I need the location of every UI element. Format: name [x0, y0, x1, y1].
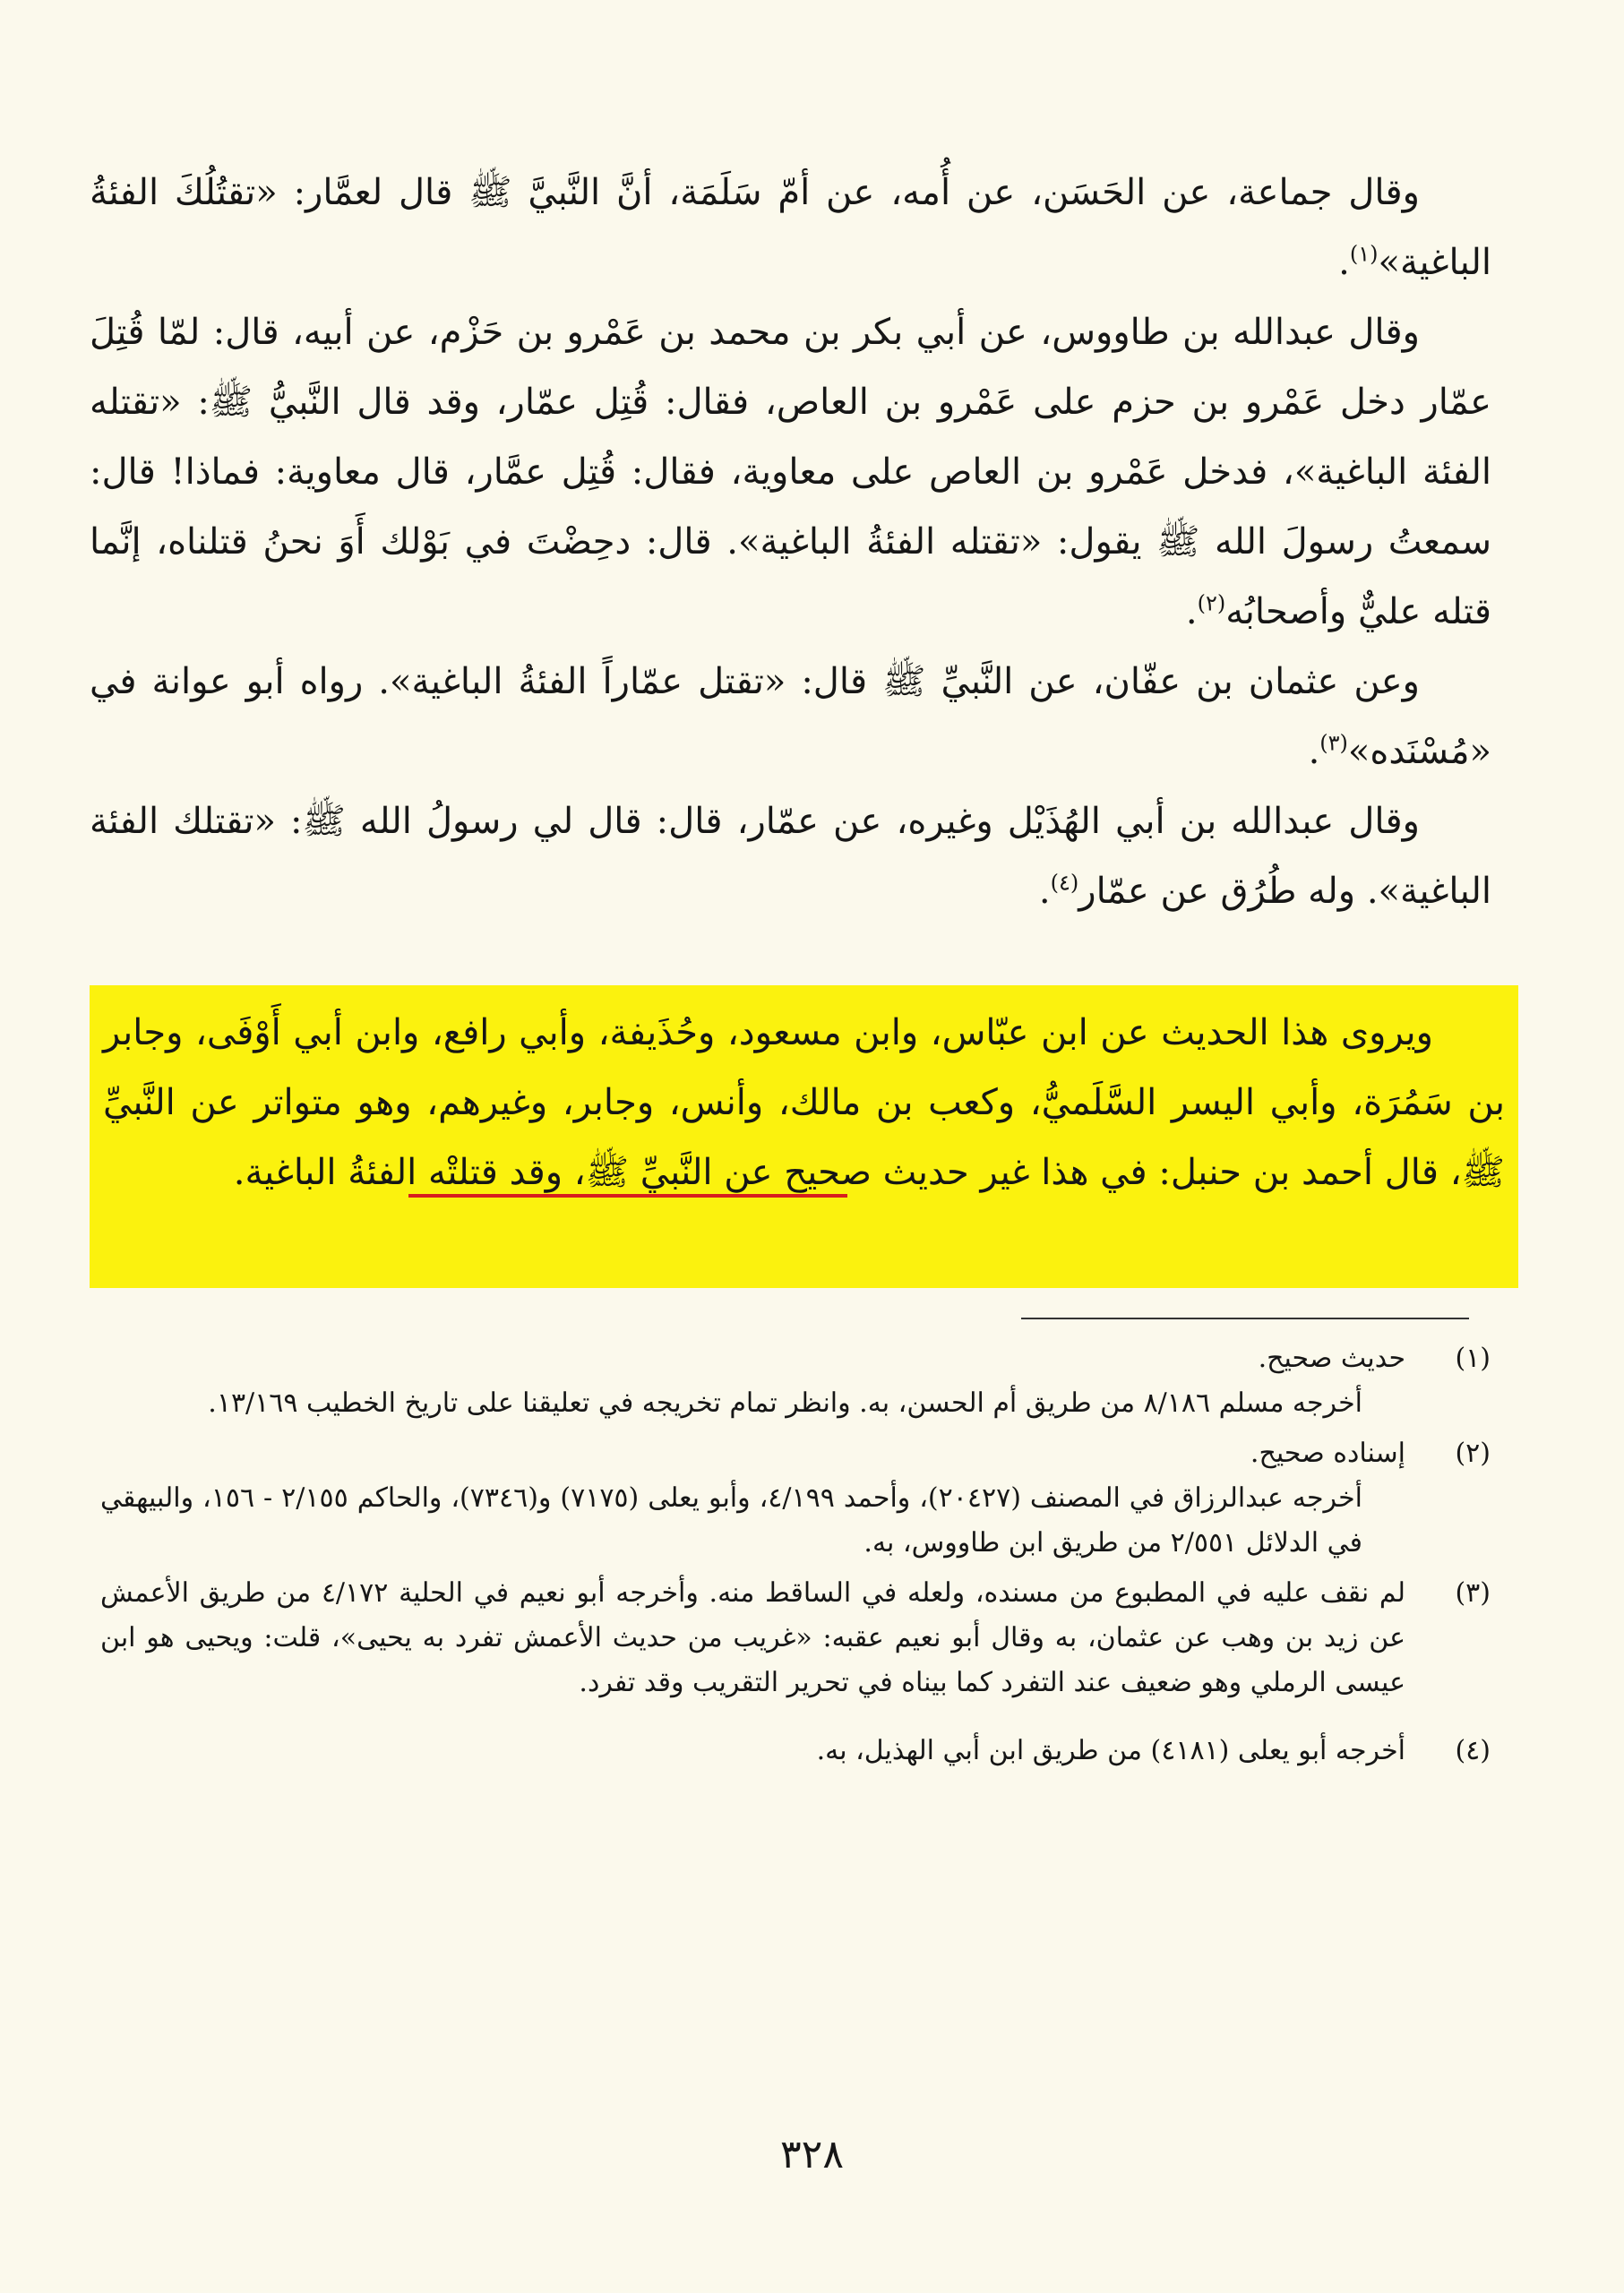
footnote-number: (٤) [1455, 1735, 1491, 1766]
footnote-ref-1[interactable]: (١) [1349, 241, 1379, 267]
footnote-number: (١) [1455, 1343, 1491, 1374]
footnote-2 [100, 1431, 1491, 1566]
red-underline-mark [408, 1194, 847, 1198]
footnote-4 [100, 1729, 1491, 1773]
footnote-ref-3[interactable]: (٣) [1319, 730, 1348, 756]
main-text [90, 158, 1491, 926]
page-number: ٣٢٨ [780, 2132, 844, 2177]
highlighted-paragraph [90, 985, 1518, 1288]
footnote-line: أخرجه مسلم ٨/١٨٦ من طريق أم الحسن، به. وانظر تمام تخريجه في تعليقنا على تاريخ الخطيب ١٣/١٦٩. [208, 1387, 1362, 1419]
footnote-number: (٣) [1455, 1577, 1491, 1609]
footnote-3 [100, 1571, 1491, 1705]
footnote-line: أخرجه عبدالرزاق في المصنف (٢٠٤٢٧)، وأحمد ٤/١٩٩، وأبو يعلى (٧١٧٥) و(٧٣٤٦)، والحاكم ٢/١٥٥ - ١٥٦، والبيهقي في الدلائل ٢/٥٥١ من طريق ابن طاووس، به. [100, 1482, 1362, 1559]
footnote-line: أخرجه أبو يعلى (٤١٨١) من طريق ابن أبي الهذيل، به. [816, 1735, 1405, 1766]
footnote-ref-4[interactable]: (٤) [1050, 870, 1079, 896]
footnote-line: حديث صحيح. [1258, 1343, 1405, 1374]
paragraph-4: وقال عبدالله بن أبي الهُذَيْل وغيره، عن عمّار، قال: قال لي رسولُ الله ﷺ: «تقتلك الفئة الباغية». وله طُرُق عن عمّار$^{(٤)}$. [90, 801, 1491, 912]
paragraph-1: وقال جماعة، عن الحَسَن، عن أُمه، عن أمّ سَلَمَة، أنَّ النَّبيَّ ﷺ قال لعمَّار: «تقتُلُكَ الفئةُ الباغية»$^{(١)}$. [90, 172, 1491, 283]
highlight-text: ويروى هذا الحديث عن ابن عبّاس، وابن مسعود، وحُذَيفة، وأبي رافع، وابن أبي أَوْفَى، وجابر بن سَمُرَة، وأبي اليسر السَّلَميُّ، وكعب بن مالك، وأنس، وجابر، وغيرهم، وهو متواتر عن النَّبيِّ ﷺ، قال أحمد بن حنبل: في هذا غير حديث صحيح عن النَّبيِّ ﷺ، وقد قتلتْه الفئةُ الباغية. [103, 1012, 1505, 1193]
footnote-ref-2[interactable]: (٢) [1197, 590, 1226, 616]
footnotes [100, 1336, 1491, 1779]
footnote-line: لم نقف عليه في المطبوع من مسنده، ولعله في الساقط منه. وأخرجه أبو نعيم في الحلية ٤/١٧٢ من طريق الأعمش عن زيد بن وهب عن عثمان، به وقال أبو نعيم عقبه: «غريب من حديث الأعمش تفرد به يحيى»، قلت: ويحيى هو ابن عيسى الرملي وهو ضعيف عند التفرد كما بيناه في تحرير التقريب وقد تفرد. [100, 1577, 1405, 1698]
footnote-number: (٢) [1455, 1438, 1491, 1469]
footnote-1 [100, 1336, 1491, 1426]
footnote-line: إسناده صحيح. [1250, 1438, 1405, 1469]
footnote-divider [1021, 1318, 1469, 1319]
paragraph-3: وعن عثمان بن عفّان، عن النَّبيِّ ﷺ قال: «تقتل عمّاراً الفئةُ الباغية». رواه أبو عوانة في «مُسْنَده»$^{(٣)}$. [90, 661, 1491, 772]
paragraph-2: وقال عبدالله بن طاووس، عن أبي بكر بن محمد بن عَمْرو بن حَزْم، عن أبيه، قال: لمّا قُتِلَ عمّار دخل عَمْرو بن حزم على عَمْرو بن العاص، فقال: قُتِل عمّار، وقد قال النَّبيُّ ﷺ: «تقتله الفئة الباغية»، فدخل عَمْرو بن العاص على معاوية، فقال: قُتِل عمَّار، قال معاوية: فماذا! قال: سمعتُ رسولَ الله ﷺ يقول: «تقتله الفئةُ الباغية». قال: دحِضْتَ في بَوْلك أَوَ نحنُ قتلناه، إنَّما قتله عليٌّ وأصحابُه$^{(٢)}$. [90, 312, 1491, 632]
